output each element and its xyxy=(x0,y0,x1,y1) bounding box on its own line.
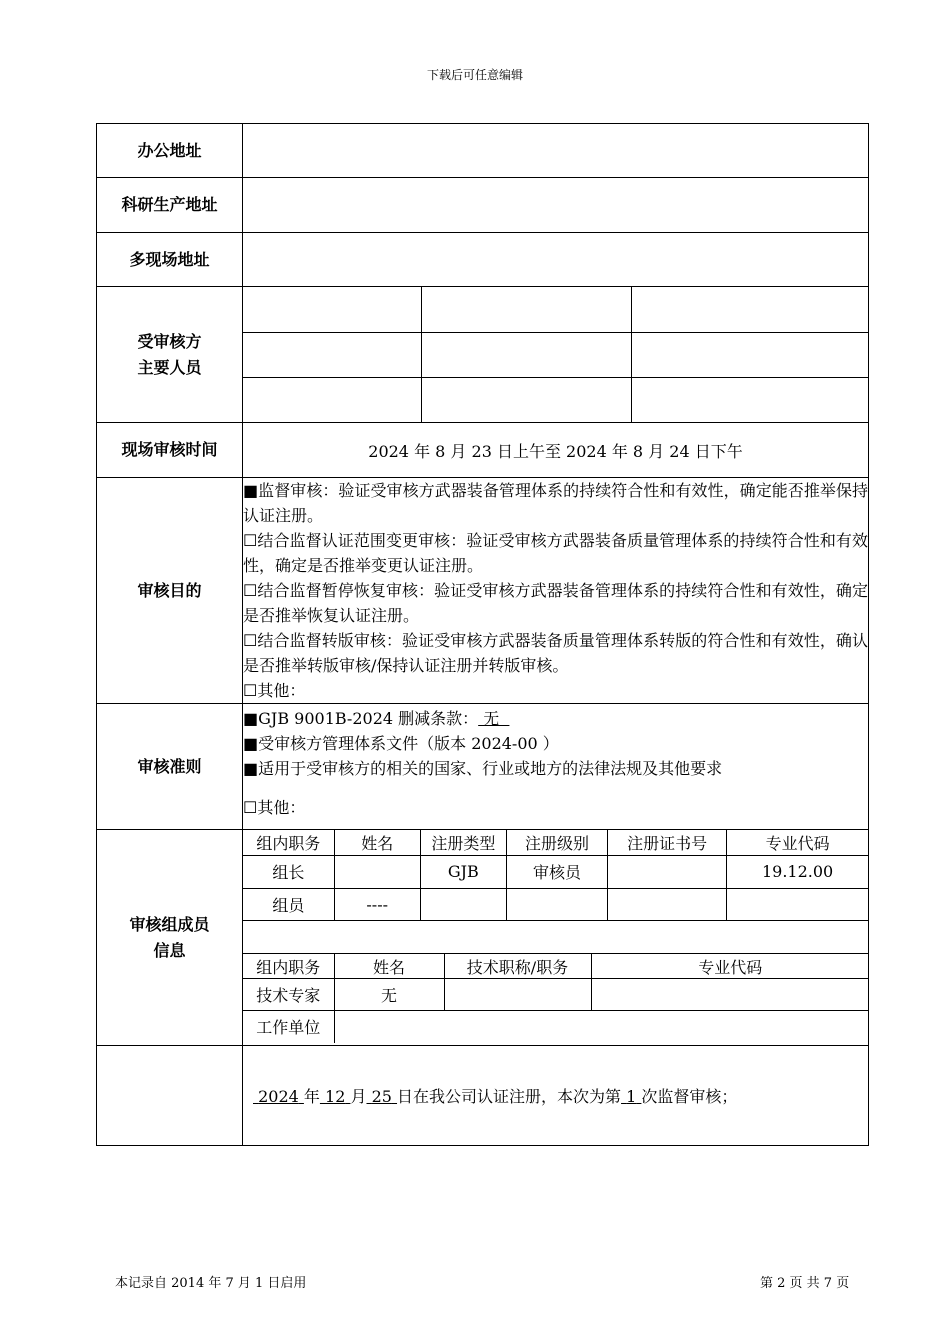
registration-label xyxy=(97,1046,243,1146)
expert-cell: 无 xyxy=(334,979,444,1011)
footer-page-number: 第 2 页 共 7 页 xyxy=(760,1276,850,1291)
multi-site-address-label: 多现场地址 xyxy=(97,233,243,287)
member-cell: 组长 xyxy=(243,855,334,888)
audit-team-members-table xyxy=(243,830,868,953)
member-cell xyxy=(420,888,506,920)
member-cell: GJB xyxy=(420,855,506,888)
criteria-other: ☐其他： xyxy=(243,798,306,817)
multi-site-address-value xyxy=(243,233,869,287)
audit-purpose-content xyxy=(243,478,869,704)
personnel-cell xyxy=(421,377,631,422)
member-cell xyxy=(608,888,727,920)
row-office-address xyxy=(97,124,869,178)
members-header-row xyxy=(243,830,868,855)
year-suffix: 年 xyxy=(303,1087,320,1106)
personnel-cell xyxy=(243,377,421,422)
criteria-regulations: ■适用于受审核方的相关的国家、行业或地方的法律法规及其他要求 xyxy=(243,759,723,778)
registration-month: 12 xyxy=(325,1087,346,1106)
member-cell xyxy=(608,855,727,888)
table-row xyxy=(243,979,869,1011)
row-audit-purpose xyxy=(97,478,869,704)
audit-team-label-line1: 审核组成员 xyxy=(129,914,210,934)
member-cell: ---- xyxy=(334,888,420,920)
member-cell: 审核员 xyxy=(506,855,607,888)
work-unit-row xyxy=(243,1011,869,1043)
row-research-address xyxy=(97,178,869,233)
expert-header-cell: 组内职务 xyxy=(243,954,334,979)
audit-team-grid-cell xyxy=(243,830,869,1046)
team-header-cell: 组内职务 xyxy=(243,830,334,855)
table-row xyxy=(243,855,868,888)
work-unit-value xyxy=(334,1011,869,1043)
key-personnel-label xyxy=(97,287,243,423)
member-cell xyxy=(334,855,420,888)
month-suffix: 月 xyxy=(350,1087,367,1106)
team-header-cell: 注册级别 xyxy=(506,830,607,855)
criteria-exclusion-value: 无 xyxy=(478,709,510,728)
criteria-standard-text: ■GJB 9001B-2024 删减条款： xyxy=(243,709,479,728)
audit-record-table xyxy=(96,123,869,1146)
expert-cell: 技术专家 xyxy=(243,979,334,1011)
purpose-surveillance: ■监督审核：验证受审核方武器装备管理体系的持续符合性和有效性，确定能否推举保持认证注册。 xyxy=(243,481,868,525)
criteria-system-docs: ■受审核方管理体系文件（版本 2024-00 ） xyxy=(243,734,559,753)
member-cell: 19.12.00 xyxy=(727,855,868,888)
team-header-cell: 姓名 xyxy=(334,830,420,855)
spacer-cell xyxy=(243,920,868,953)
row-audit-time xyxy=(97,423,869,478)
footer-effective-date: 本记录自 2014 年 7 月 1 日启用 xyxy=(115,1276,307,1291)
audit-criteria-content xyxy=(243,704,869,830)
member-cell: 组员 xyxy=(243,888,334,920)
audit-criteria-label: 审核准则 xyxy=(97,704,243,830)
expert-header-cell: 技术职称/职务 xyxy=(444,954,591,979)
team-header-cell: 专业代码 xyxy=(727,830,868,855)
personnel-cell xyxy=(631,332,869,377)
purpose-suspension-recovery: ☐结合监督暂停恢复审核：验证受审核方武器装备管理体系的持续符合性和有效性，确定是否推举恢复认证注册。 xyxy=(243,581,868,625)
table-row xyxy=(243,888,868,920)
day-suffix: 日在我公司认证注册，本次为第 xyxy=(397,1087,622,1106)
audit-time-label: 现场审核时间 xyxy=(97,423,243,478)
team-header-cell: 注册类型 xyxy=(420,830,506,855)
member-cell xyxy=(506,888,607,920)
row-multi-site-address xyxy=(97,233,869,287)
row-audit-criteria xyxy=(97,704,869,830)
registration-day: 25 xyxy=(371,1087,392,1106)
row-audit-team xyxy=(97,830,869,1046)
office-address-value xyxy=(243,124,869,178)
key-personnel-label-line1: 受审核方 xyxy=(137,331,202,351)
expert-cell xyxy=(591,979,869,1011)
expert-cell xyxy=(444,979,591,1011)
personnel-cell xyxy=(243,332,421,377)
surveillance-count: 1 xyxy=(626,1087,637,1106)
office-address-label: 办公地址 xyxy=(97,124,243,178)
row-key-personnel xyxy=(97,287,869,423)
audit-team-label-line2: 信息 xyxy=(153,940,186,960)
personnel-cell xyxy=(421,287,631,332)
registration-text xyxy=(243,1046,869,1146)
research-address-value xyxy=(243,178,869,233)
team-header-cell: 注册证书号 xyxy=(608,830,727,855)
header-note: 下载后可任意编辑 xyxy=(426,68,523,82)
personnel-cell xyxy=(631,287,869,332)
expert-header-cell: 专业代码 xyxy=(591,954,869,979)
audit-purpose-label: 审核目的 xyxy=(97,478,243,704)
key-personnel-label-line2: 主要人员 xyxy=(137,357,202,377)
work-unit-label: 工作单位 xyxy=(243,1011,334,1043)
expert-header-row xyxy=(243,954,869,979)
row-registration xyxy=(97,1046,869,1146)
research-address-label: 科研生产地址 xyxy=(97,178,243,233)
personnel-cell xyxy=(243,287,421,332)
key-personnel-grid-cell xyxy=(243,287,869,423)
personnel-cell xyxy=(421,332,631,377)
criteria-standard xyxy=(243,706,868,731)
audit-team-expert-table xyxy=(243,953,869,1043)
audit-time-value: 2024 年 8 月 23 日上午至 2024 年 8 月 24 日下午 xyxy=(243,423,869,478)
purpose-other: ☐其他： xyxy=(243,681,306,700)
member-cell xyxy=(727,888,868,920)
purpose-version-transition: ☐结合监督转版审核：验证受审核方武器装备质量管理体系转版的符合性和有效性，确认是否推举转版审核/保持认证注册并转版审核。 xyxy=(243,631,868,675)
purpose-scope-change: ☐结合监督认证范围变更审核：验证受审核方武器装备质量管理体系的持续符合性和有效性，确定是否推举变更认证注册。 xyxy=(243,531,868,575)
registration-year: 2024 xyxy=(258,1087,299,1106)
expert-header-cell: 姓名 xyxy=(334,954,444,979)
key-personnel-grid xyxy=(243,287,869,422)
spacer-row xyxy=(243,920,868,953)
personnel-cell xyxy=(631,377,869,422)
audit-team-label xyxy=(97,830,243,1046)
registration-tail: 次监督审核； xyxy=(641,1087,738,1106)
